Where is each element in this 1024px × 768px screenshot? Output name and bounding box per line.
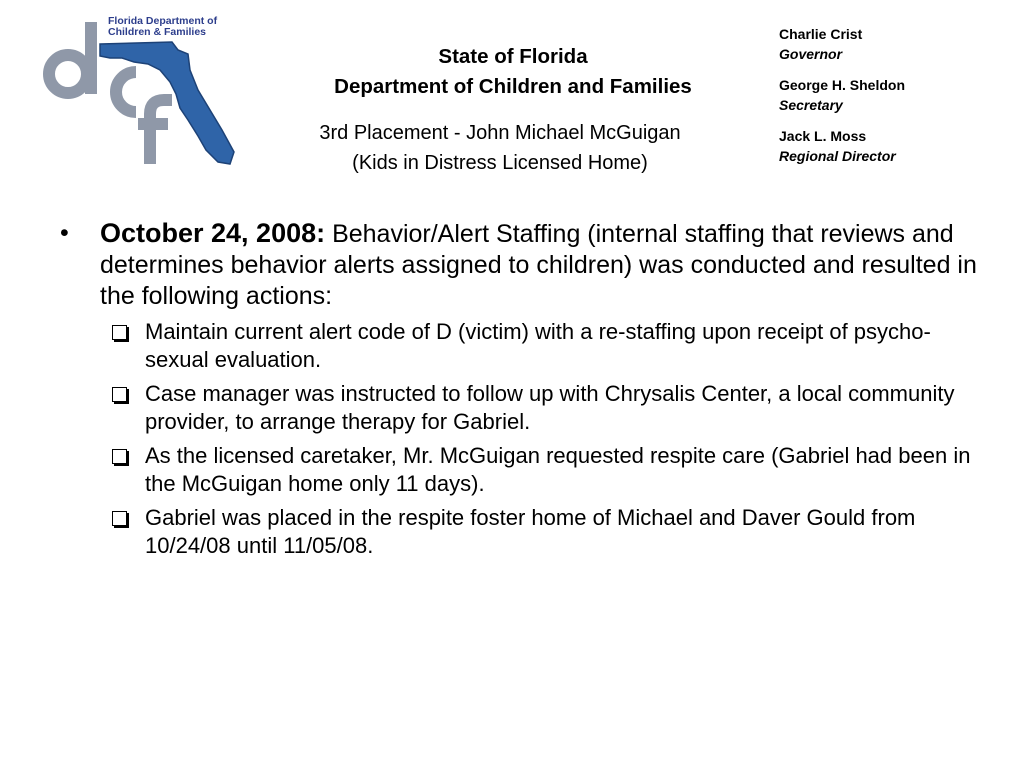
logo-caption: [108, 16, 238, 38]
subtitle-line-1: 3rd Placement - John Michael McGuigan: [319, 122, 681, 144]
main-bullet: [60, 218, 980, 312]
official-role: Governor: [779, 46, 843, 62]
official-governor: [779, 24, 1009, 64]
slide-body: [60, 218, 980, 566]
bullet-date: October 24, 2008:: [100, 218, 326, 248]
action-text: As the licensed caretaker, Mr. McGuigan requested respite care (Gabriel had been in the McGuigan home only 11 days).: [145, 443, 971, 496]
action-list: [60, 318, 980, 560]
list-item: [112, 442, 980, 498]
official-name: George H. Sheldon: [779, 77, 906, 93]
checkbox-bullet-icon: [112, 449, 127, 464]
official-secretary: [779, 75, 1009, 115]
page-subtitle: [262, 118, 738, 178]
official-regional-director: [779, 126, 1009, 166]
officials-list: [779, 24, 1009, 177]
bullet-intro: Behavior/Alert Staffing (internal staffing that reviews and determines behavior alerts assigned to children) was conducted and resulted in the following actions:: [100, 220, 977, 310]
logo-caption-line1: Florida Department of: [108, 15, 218, 27]
official-name: Charlie Crist: [779, 26, 863, 42]
checkbox-bullet-icon: [112, 325, 127, 340]
action-text: Gabriel was placed in the respite foster home of Michael and Daver Gould from 10/24/08 until 11/05/08.: [145, 505, 916, 558]
subtitle-line-2: (Kids in Distress Licensed Home): [352, 152, 648, 174]
checkbox-bullet-icon: [112, 387, 127, 402]
action-text: Case manager was instructed to follow up with Chrysalis Center, a local community provider, to arrange therapy for Gabriel.: [145, 381, 955, 434]
list-item: [112, 380, 980, 436]
action-text: Maintain current alert code of D (victim) with a re-staffing upon receipt of psycho-sexual evaluation.: [145, 319, 931, 372]
official-name: Jack L. Moss: [779, 128, 867, 144]
list-item: [112, 318, 980, 374]
list-item: [112, 504, 980, 560]
checkbox-bullet-icon: [112, 511, 127, 526]
bullet-dot: •: [60, 219, 69, 247]
official-role: Regional Director: [779, 148, 896, 164]
page-title: [268, 42, 758, 102]
title-line-1: State of Florida: [438, 45, 588, 68]
logo-caption-line2: Children & Families: [108, 26, 207, 38]
title-line-2: Department of Children and Families: [334, 75, 692, 98]
official-role: Secretary: [779, 97, 843, 113]
